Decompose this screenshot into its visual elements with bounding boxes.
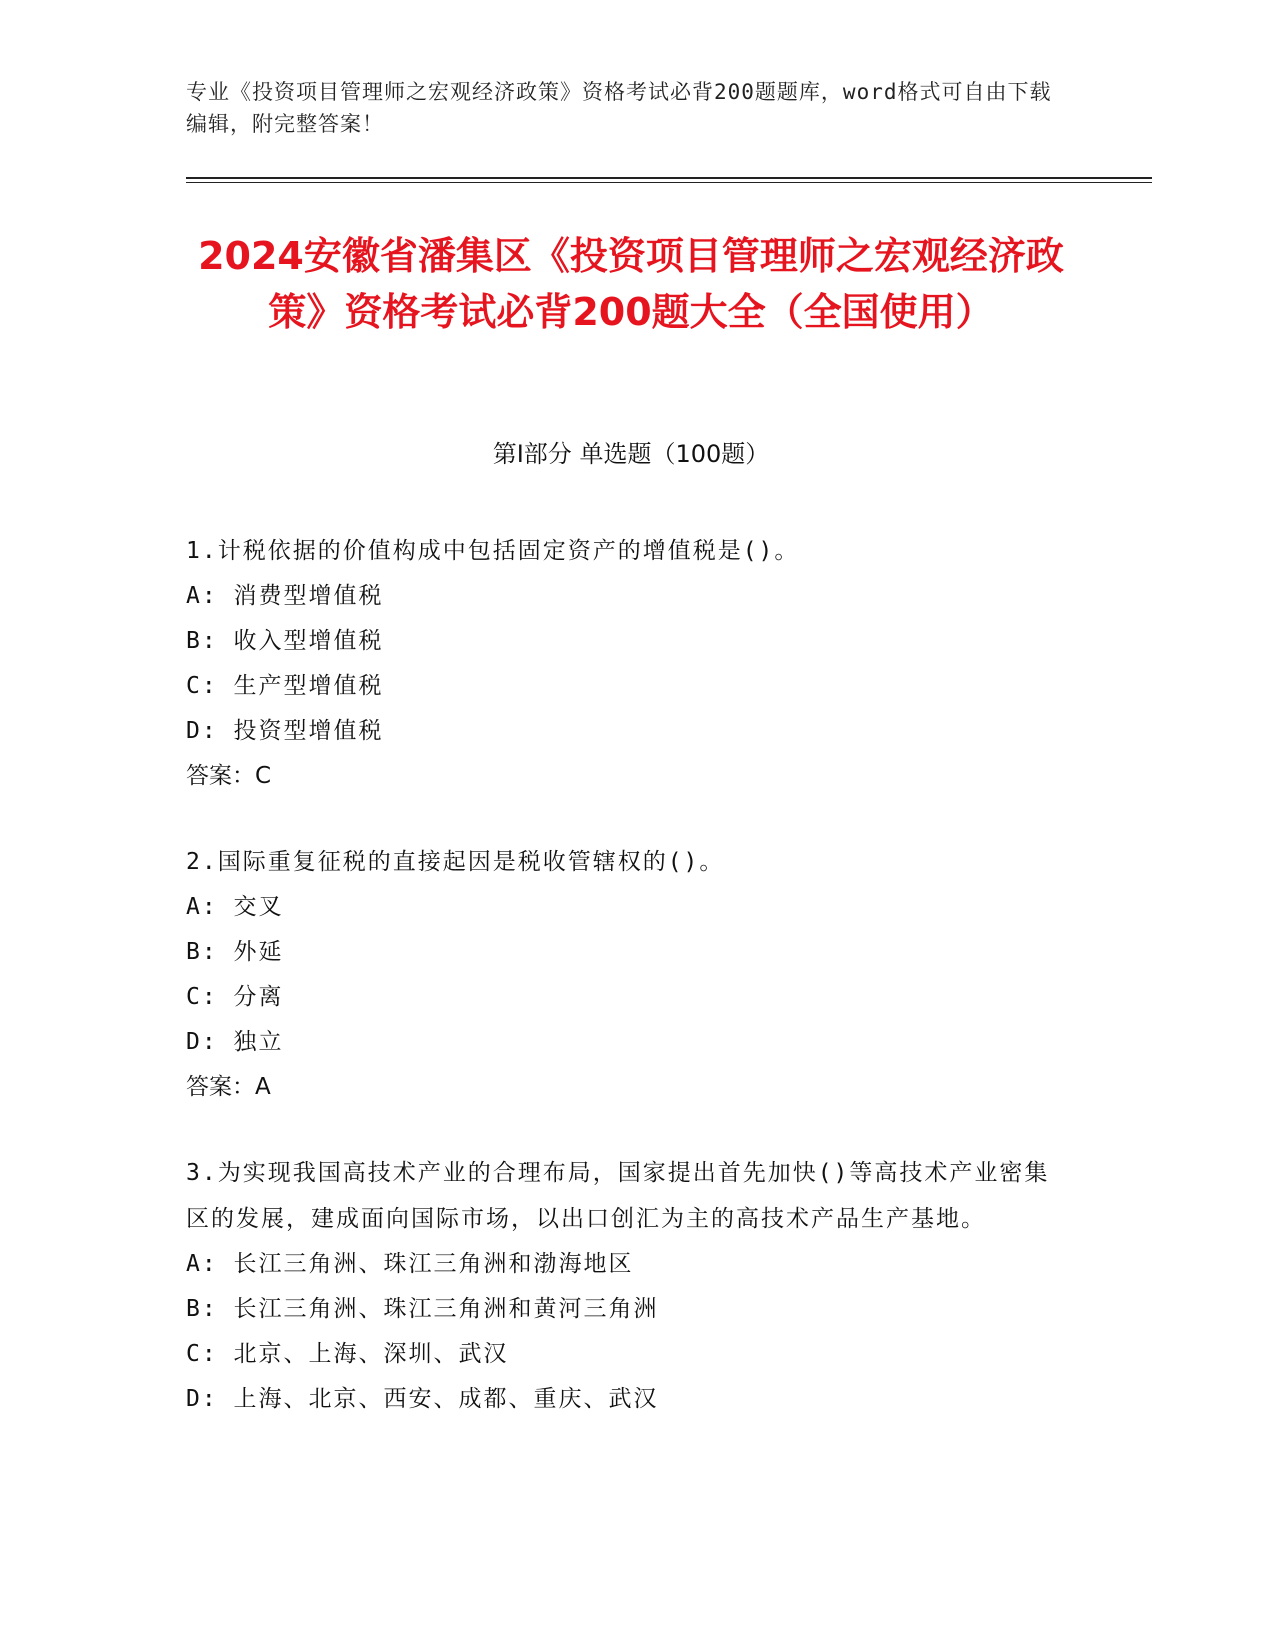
question-answer: 答案：A: [186, 1074, 271, 1100]
question-option-a: A: 交叉: [186, 894, 284, 920]
question-item: [186, 1150, 1066, 1422]
question-stem: 2.国际重复征税的直接起因是税收管辖权的()。: [186, 849, 725, 875]
question-list: [186, 528, 1066, 1462]
question-option-d: D: 投资型增值税: [186, 718, 384, 744]
question-option-d: D: 独立: [186, 1029, 284, 1055]
question-stem: 3.为实现我国高技术产业的合理布局，国家提出首先加快()等高技术产业密集区的发展，建成面向国际市场，以出口创汇为主的高技术产品生产基地。: [186, 1160, 1050, 1232]
question-option-b: B: 外延: [186, 939, 284, 965]
question-option-c: C: 生产型增值税: [186, 673, 384, 699]
document-title: 2024安徽省潘集区《投资项目管理师之宏观经济政策》资格考试必背200题大全（全国使用）: [198, 234, 1064, 334]
question-item: [186, 528, 1066, 799]
header-note: 专业《投资项目管理师之宏观经济政策》资格考试必背200题题库，word格式可自由下载编辑，附完整答案！: [186, 80, 1052, 136]
question-answer: 答案：C: [186, 763, 272, 789]
question-option-c: C: 分离: [186, 984, 284, 1010]
header-divider-thick: [186, 177, 1152, 179]
question-stem: 1.计税依据的价值构成中包括固定资产的增值税是()。: [186, 538, 800, 564]
question-option-b: B: 收入型增值税: [186, 628, 384, 654]
question-option-b: B: 长江三角洲、珠江三角洲和黄河三角洲: [186, 1296, 659, 1322]
question-option-d: D: 上海、北京、西安、成都、重庆、武汉: [186, 1386, 659, 1412]
question-option-c: C: 北京、上海、深圳、武汉: [186, 1341, 509, 1367]
question-option-a: A: 长江三角洲、珠江三角洲和渤海地区: [186, 1251, 634, 1277]
section-title: 第Ⅰ部分 单选题（100题）: [492, 440, 770, 468]
question-option-a: A: 消费型增值税: [186, 583, 384, 609]
question-item: [186, 839, 1066, 1110]
header-divider-thin: [186, 182, 1152, 183]
